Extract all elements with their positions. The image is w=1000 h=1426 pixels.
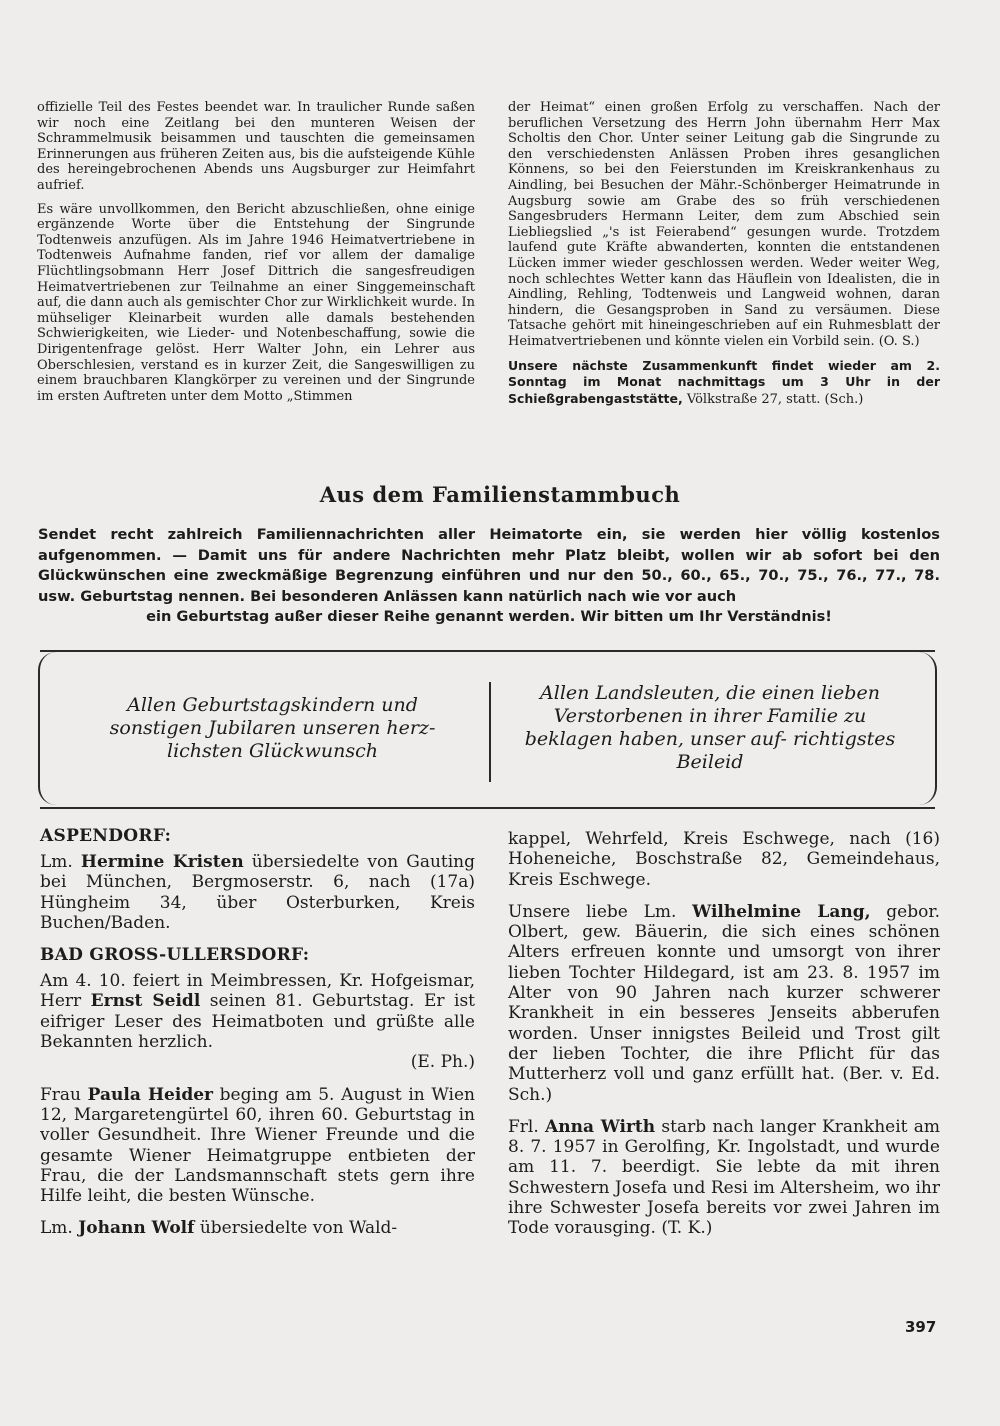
bottom-left-column <box>40 826 475 1251</box>
bracket-right <box>917 652 937 805</box>
news-item: kappel, Wehrfeld, Kreis Eschwege, nach (16) Hoheneiche, Boschstraße 82, Gemeindehaus, Kreis Eschwege. <box>508 829 940 890</box>
paragraph: offizielle Teil des Festes beendet war. In traulicher Runde saßen wir noch eine Zeitlang bei den munteren Weisen der Schrammelmusik beisammen und tauschten die gemeinsamen Erinnerungen aus früheren Zeiten aus, bis die aufsteigende Kühle des hereingebrochenen Abends uns Augsburger zur Heimfahrt aufrief. <box>37 100 475 193</box>
greeting-box <box>40 650 935 809</box>
bottom-right-column <box>508 829 940 1251</box>
section-intro-text: Sendet recht zahlreich Familiennachrichten aller Heimatorte ein, sie werden hier völlig kostenlos aufgenommen. — Damit uns für andere Nachrichten mehr Platz bleibt, wollen wir ab sofort bei den Glückwünschen eine zweckmäßige Begrenzung einführen und nur den 50., 60., 65., 70., 75., 76., 77., 78. usw. Geburtstag nennen. Bei besonderen Anlässen kann natürlich nach wie vor auch <box>38 526 940 605</box>
place-heading: BAD GROSS-ULLERSDORF: <box>40 945 310 966</box>
text-span: Lm. <box>40 1218 79 1239</box>
bracket-left <box>38 652 58 805</box>
place-heading: ASPENDORF: <box>40 826 172 846</box>
meeting-notice <box>508 358 940 408</box>
news-item <box>40 1218 475 1238</box>
birthday-greeting: Allen Geburtstagskindern und sonstigen Jubilaren unseren herz- lichsten Glückwunsch <box>109 694 436 762</box>
text-span: gebor. Olbert, gew. Bäuerin, die sich eines schönen Alters erfreuen konnte und umsorgt von ihrer lieben Tochter Hildegard, ist am 23. 8. 1957 im Alter von 90 Jahren nach kurzer schwerer Krankheit in ein besseres Jenseits abberufen worden. Unser innigstes Beileid und Trost gilt der lieben Tochter, die ihre Pflicht für das Mutterherz voll und ganz erfüllt hat. (Ber. v. Ed. Sch.) <box>508 901 940 1105</box>
text-span: übersiedelte von Wald- <box>194 1218 398 1239</box>
paragraph: Es wäre unvollkommen, den Bericht abzuschließen, ohne einige ergänzende Worte über die Entstehung der Singrunde Todtenweis anzufügen. Als im Jahre 1946 Heimatvertriebene in Todtenweis Aufnahme fanden, rief vor allem der damalige Flüchtlingsobmann Herr Josef Dittrich die sangesfreudigen Heimatvertriebenen zur Teilnahme an einer Singgemeinschaft auf, die dann auch als gemischter Chor zur Wirklichkeit wurde. In mühseliger Kleinarbeit wurden alle damals bestehenden Schwierigkeiten, wie Lieder- und Notenbeschaffung, sowie die Dirigentenfrage gelöst. Herr Walter John, ein Lehrer aus Oberschlesien, verstand es in kurzer Zeit, die Sangeswilligen zu einem brauchbaren Klangkörper zu vereinen und der Singrunde im ersten Auftreten unter dem Motto „Stimmen <box>37 201 475 404</box>
person-name: Ernst Seidl <box>90 991 201 1012</box>
paragraph: der Heimat“ einen großen Erfolg zu verschaffen. Nach der beruflichen Versetzung des Herrn John übernahm Herr Max Scholtis den Chor. Unter seiner Leitung gab die Singrunde zu den verschiedensten Anlässen Proben ihres gesanglichen Könnens, so bei den Feierstunden im Kreiskrankenhaus zu Aindling, bei Besuchen der Mähr.-Schönberger Heimatrunde in Augsburg sowie am Grabe des so früh verschiedenen Sangesbruders Hermann Leiter, dem zum Abschied sein Liebliegslied „'s ist Feierabend“ gesungen wurde. Trotzdem laufend gute Kräfte abwanderten, konnten die entstandenen Lücken immer wieder geschlossen werden. Weder weiter Weg, noch schlechtes Wetter kann das Häuflein von Idealisten, die in Aindling, Rehling, Todtenweis und Langweid wohnen, daran hindern, die Gesangsproben in Sand zu versäumen. Diese Tatsache gehört mit hineingeschrieben auf ein Ruhmesblatt der Heimatvertriebenen und könnte vielen ein Vorbild sein. (O. S.) <box>508 100 940 349</box>
person-name: Hermine Kristen <box>80 852 244 872</box>
text-span: Frau <box>40 1084 88 1105</box>
page-number: 397 <box>905 1318 937 1336</box>
section-intro <box>38 525 940 628</box>
text-span: Lm. <box>40 852 81 872</box>
text-span: beging am 5. August in Wien 12, Margaretengürtel 60, ihren 60. Geburtstag in voller Gesundheit. Ihre Wiener Freunde und die gesamte Wiener Heimatgruppe entbieten der Frau, die der Landsmannschaft stets gern ihre Hilfe leiht, die besten Wünsche. <box>40 1084 475 1207</box>
news-item <box>40 852 475 933</box>
text-span: übersiedelte von Gauting bei München, Bergmoserstr. 6, nach (17a) Hüngheim 34, über Osterburken, Kreis Buchen/Baden. <box>40 852 476 933</box>
author-initials: (E. Ph.) <box>410 1052 475 1073</box>
greeting-divider <box>489 682 491 782</box>
person-name: Paula Heider <box>87 1084 213 1105</box>
top-left-column <box>37 100 475 412</box>
person-name: Wilhelmine Lang, <box>692 901 871 922</box>
news-item <box>40 971 475 1072</box>
meeting-notice-rest: Völkstraße 27, statt. (Sch.) <box>682 391 864 407</box>
person-name: Johann Wolf <box>78 1218 195 1239</box>
top-right-column <box>508 100 940 415</box>
text-span: Unsere liebe Lm. <box>508 901 693 922</box>
news-item <box>40 1085 475 1207</box>
condolence-greeting: Allen Landsleuten, die einen lieben Verstorbenen in ihrer Familie zu beklagen haben, unser auf- richtigstes Beileid <box>524 682 896 773</box>
text-span: Frl. <box>508 1116 546 1137</box>
text-span: seinen 81. Geburtstag. Er ist eifriger Leser des Heimatboten und grüßte alle Bekannten herzlich. <box>40 991 475 1053</box>
section-intro-last-line: ein Geburtstag außer dieser Reihe genannt werden. Wir bitten um Ihr Verständnis! <box>146 608 832 626</box>
news-item <box>508 1117 940 1239</box>
text-span: Am 4. 10. feiert in Meimbressen, Kr. Hofgeismar, Herr <box>40 971 475 1012</box>
person-name: Anna Wirth <box>545 1116 656 1137</box>
news-item <box>508 902 940 1105</box>
text-span: starb nach langer Krankheit am 8. 7. 1957 in Gerolfing, Kr. Ingolstadt, und wurde am 11. 7. beerdigt. Sie lebte da mit ihren Schwestern Josefa und Resi im Altersheim, wo ihr ihre Schwester Josefa bereits vor zwei Jahren im Tode vorausging. (T. K.) <box>508 1116 941 1239</box>
meeting-notice-bold: Unsere nächste Zusammenkunft findet wieder am 2. Sonntag im Monat nachmittags um 3 Uhr in der Schießgrabengaststätte, <box>508 357 940 406</box>
section-title: Aus dem Familienstammbuch <box>319 482 681 507</box>
